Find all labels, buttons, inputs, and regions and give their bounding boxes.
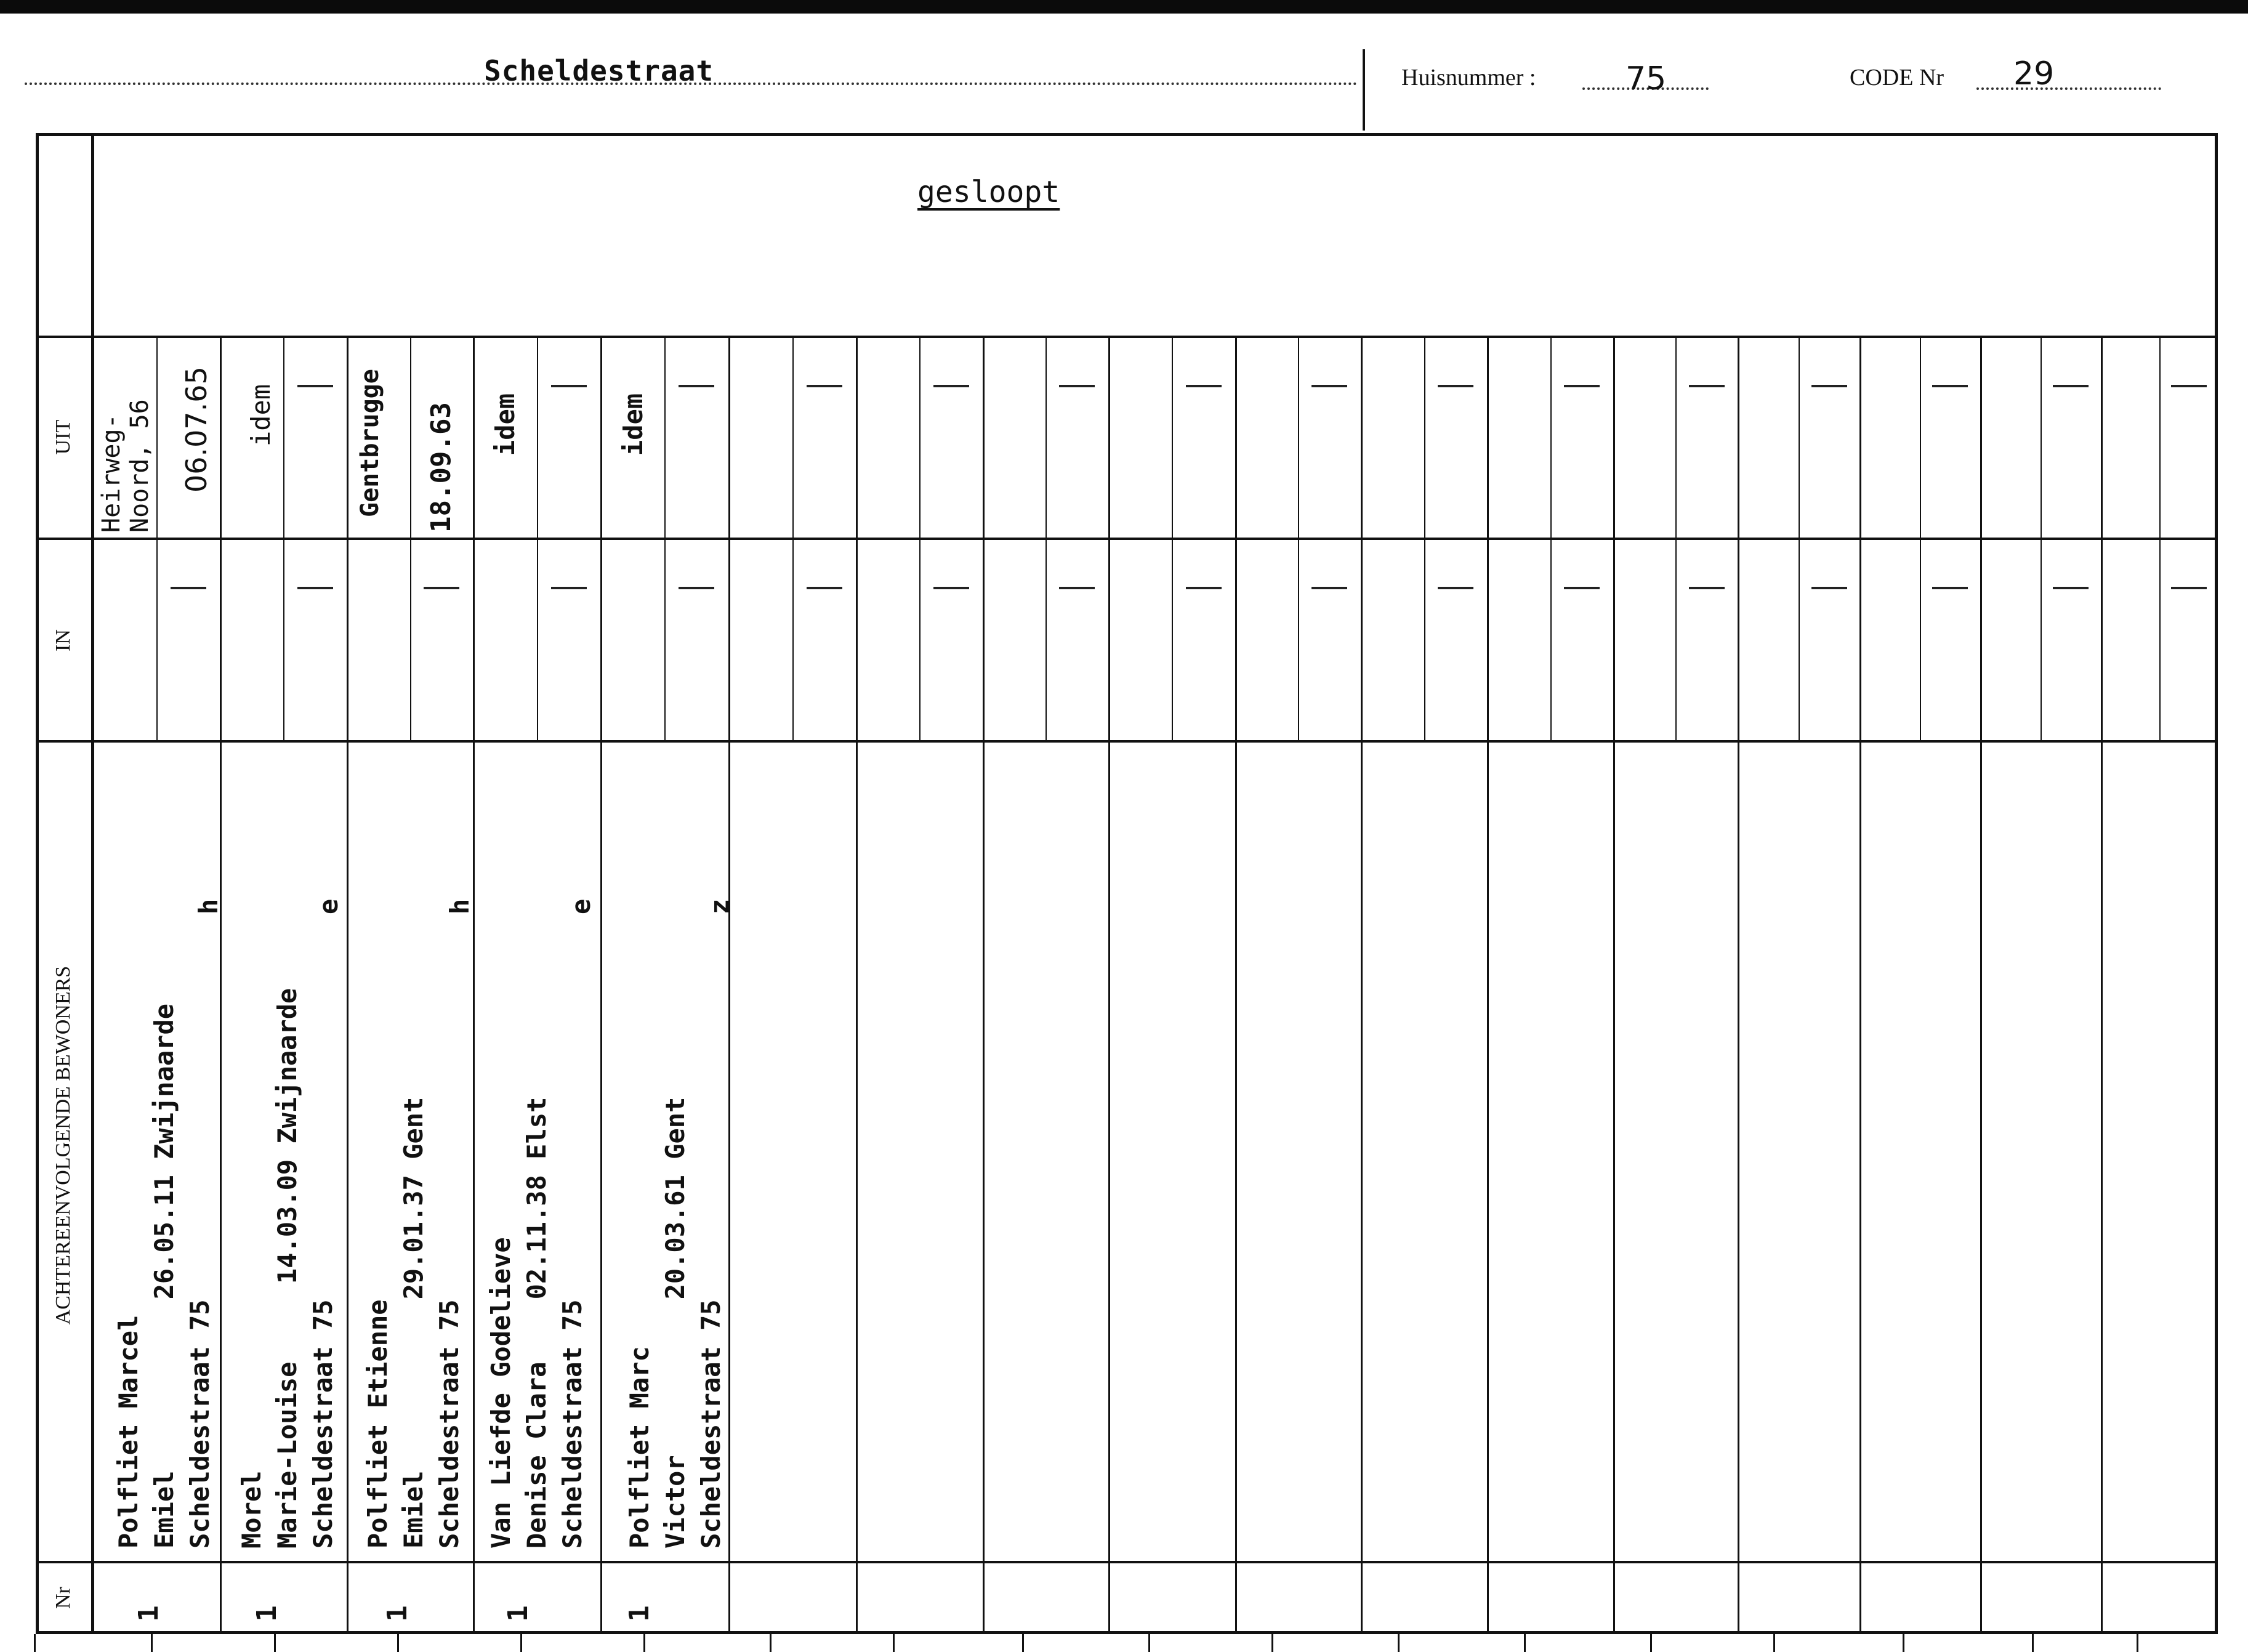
empty-dash: [297, 385, 333, 387]
empty-dash: [1059, 385, 1095, 387]
empty-dash: [1059, 587, 1095, 589]
empty-dash: [2053, 587, 2089, 589]
empty-dash: [551, 385, 587, 387]
subcolumn-divider: [1298, 336, 1299, 740]
column-divider: [1108, 336, 1110, 1634]
marker-2: e: [313, 898, 344, 914]
column-divider: [220, 336, 222, 1634]
subcolumn-divider: [156, 336, 158, 740]
nr-4: 1: [502, 1605, 534, 1622]
bottom-tick-mark: [1773, 1634, 1775, 1652]
marker-3: h: [445, 898, 475, 914]
empty-dash: [2171, 587, 2207, 589]
marker-5: z: [704, 898, 735, 914]
empty-dash: [1438, 587, 1473, 589]
bewoner-2: Morel Marie-Louise 14.03.09 Zwijnaarde Scheldestraat 75: [236, 988, 338, 1549]
subcolumn-divider: [1799, 336, 1800, 740]
uit-place-1: Heirweg- Noord, 56: [97, 399, 154, 533]
bewoner-1: Polfliet Marcel Emiel 26.05.11 Zwijnaarde Scheldestraat 75: [113, 1003, 215, 1549]
empty-dash: [1311, 587, 1347, 589]
bewoner-3: Polfliet Etienne Emiel 29.01.37 Gent Scheldestraat 75: [363, 1097, 464, 1549]
subcolumn-divider: [410, 336, 411, 740]
empty-dash: [679, 587, 714, 589]
bottom-tick-mark: [1903, 1634, 1904, 1652]
bottom-tick-mark: [34, 1634, 36, 1652]
bottom-tick-mark: [893, 1634, 895, 1652]
empty-dash: [1932, 385, 1968, 387]
huisnummer-value: 75: [1626, 60, 1667, 97]
empty-dash: [1186, 587, 1222, 589]
bottom-tick-mark: [643, 1634, 645, 1652]
empty-dash: [551, 587, 587, 589]
row-label-bewoners: ACHTEREENVOLGENDE BEWONERS: [52, 965, 75, 1325]
row-label-nr: Nr: [52, 1587, 75, 1609]
empty-dash: [1811, 385, 1847, 387]
column-divider: [2101, 336, 2103, 1634]
subcolumn-divider: [664, 336, 666, 740]
empty-dash: [424, 587, 459, 589]
column-divider: [1859, 336, 1861, 1634]
street-name: Scheldestraat: [484, 54, 714, 87]
empty-dash: [807, 587, 842, 589]
status-gesloopt: gesloopt: [917, 175, 1060, 209]
nr-2: 1: [251, 1605, 283, 1622]
row-line-nr-top: [36, 1561, 2218, 1563]
empty-dash: [1689, 385, 1725, 387]
empty-dash: [171, 587, 206, 589]
empty-dash: [1438, 385, 1473, 387]
empty-dash: [933, 587, 969, 589]
nr-3: 1: [381, 1605, 413, 1622]
column-divider: [600, 336, 602, 1634]
row-label-uit: UIT: [52, 419, 75, 455]
empty-dash: [1186, 385, 1222, 387]
bottom-tick-mark: [151, 1634, 153, 1652]
empty-dash: [2171, 385, 2207, 387]
marker-4: e: [566, 898, 596, 914]
column-divider: [1980, 336, 1982, 1634]
row-line-uit-top: [36, 336, 2218, 338]
bottom-tick-mark: [1148, 1634, 1150, 1652]
bottom-tick-mark: [2137, 1634, 2138, 1652]
bottom-tick-mark: [1524, 1634, 1526, 1652]
nr-5: 1: [623, 1605, 655, 1622]
bottom-tick-mark: [1650, 1634, 1652, 1652]
subcolumn-divider: [283, 336, 284, 740]
marker-1: h: [193, 898, 224, 914]
bottom-tick-mark: [274, 1634, 276, 1652]
subcolumn-divider: [792, 336, 794, 740]
code-dotted-line: [1976, 87, 2161, 90]
nr-1: 1: [132, 1605, 164, 1622]
subcolumn-divider: [1172, 336, 1173, 740]
bottom-tick-mark: [520, 1634, 522, 1652]
uit-date-3: 18.09.63: [425, 402, 457, 533]
column-divider: [856, 336, 858, 1634]
subcolumn-divider: [1045, 336, 1047, 740]
bottom-tick-mark: [1022, 1634, 1024, 1652]
code-label: CODE Nr: [1850, 65, 1944, 91]
row-label-in: IN: [52, 629, 75, 651]
bottom-tick-mark: [770, 1634, 771, 1652]
empty-dash: [1689, 587, 1725, 589]
empty-dash: [807, 385, 842, 387]
column-divider: [347, 336, 348, 1634]
subcolumn-divider: [537, 336, 538, 740]
empty-dash: [1932, 587, 1968, 589]
header-divider: [1363, 49, 1365, 131]
subcolumn-divider: [1920, 336, 1921, 740]
bewoner-4: Van Liefde Godelieve Denise Clara 02.11.38 Elst Scheldestraat 75: [486, 1097, 587, 1549]
column-divider: [1361, 336, 1363, 1634]
column-divider: [1235, 336, 1237, 1634]
subcolumn-divider: [1675, 336, 1677, 740]
empty-dash: [679, 385, 714, 387]
column-divider: [1613, 336, 1615, 1634]
empty-dash: [1564, 587, 1600, 589]
label-column-divider: [91, 133, 94, 1634]
subcolumn-divider: [2041, 336, 2042, 740]
bewoner-5: Polfliet Marc Victor 20.03.61 Gent Scheldestraat 75: [624, 1097, 726, 1549]
subcolumn-divider: [1424, 336, 1425, 740]
subcolumn-divider: [1550, 336, 1552, 740]
uit-date-1: 06.07.65: [180, 366, 213, 493]
column-divider: [1487, 336, 1489, 1634]
uit-place-2: idem: [246, 384, 276, 446]
bottom-tick-mark: [1398, 1634, 1400, 1652]
empty-dash: [2053, 385, 2089, 387]
column-divider: [983, 336, 985, 1634]
bottom-tick-mark: [1271, 1634, 1273, 1652]
row-line-bewoners-top: [36, 740, 2218, 743]
row-line-in-top: [36, 538, 2218, 540]
subcolumn-divider: [919, 336, 921, 740]
empty-dash: [297, 587, 333, 589]
uit-place-3: Gentbrugge: [356, 369, 384, 517]
code-value: 29: [2013, 55, 2055, 92]
uit-place-4: idem: [490, 393, 520, 456]
empty-dash: [933, 385, 969, 387]
uit-place-5: idem: [618, 393, 648, 456]
scan-top-border: [0, 0, 2248, 14]
column-divider: [473, 336, 475, 1634]
subcolumn-divider: [2159, 336, 2161, 740]
empty-dash: [1811, 587, 1847, 589]
empty-dash: [1311, 385, 1347, 387]
empty-dash: [1564, 385, 1600, 387]
bottom-tick-mark: [397, 1634, 399, 1652]
huisnummer-label: Huisnummer :: [1401, 65, 1536, 91]
bottom-tick-mark: [2032, 1634, 2034, 1652]
column-divider: [1738, 336, 1739, 1634]
